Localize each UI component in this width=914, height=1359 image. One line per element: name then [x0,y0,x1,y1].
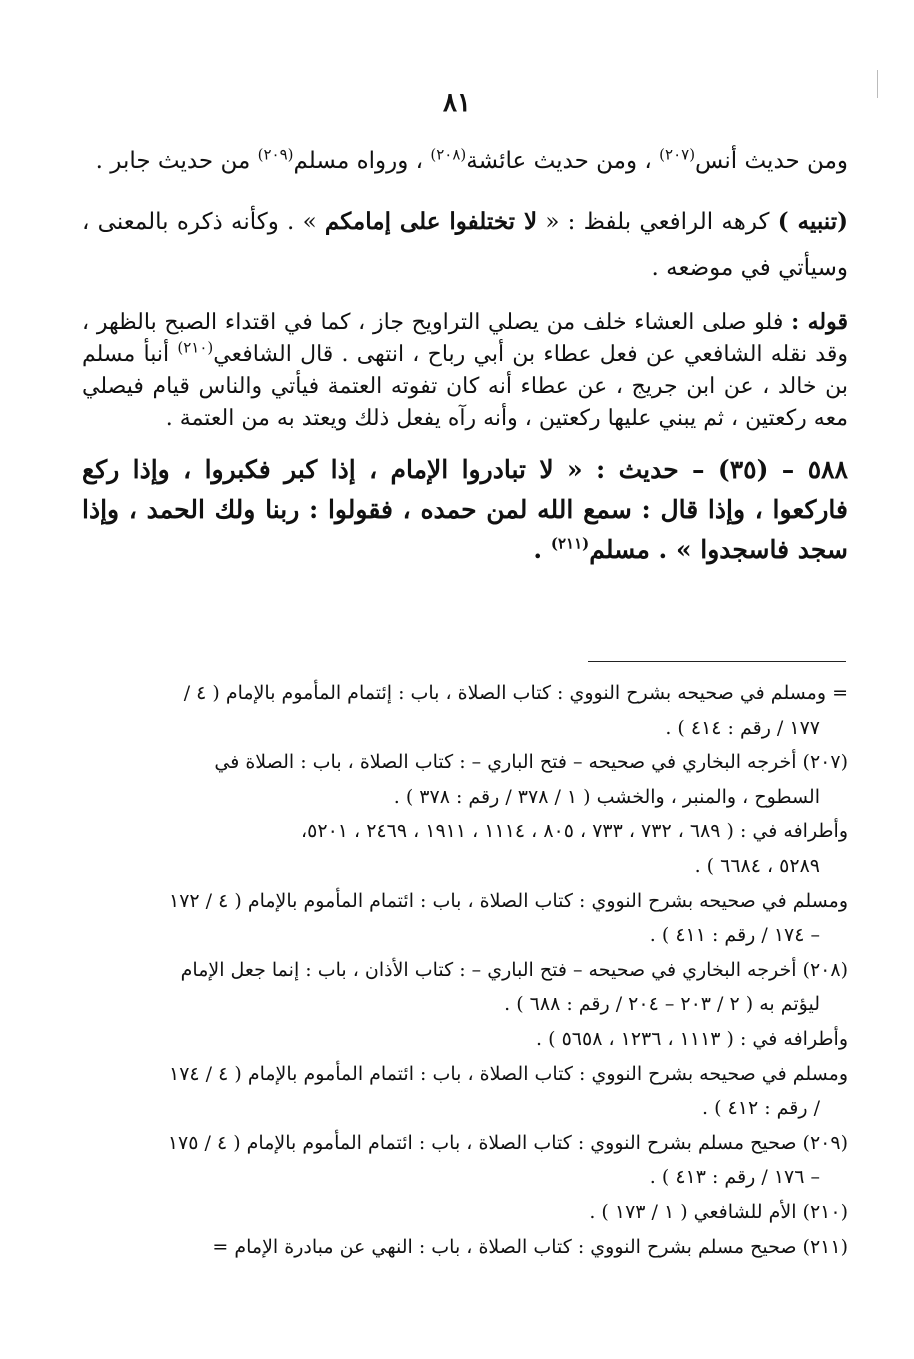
footnote-ref-209: (٢٠٩) [257,145,294,164]
footnote-line: (٢١١) صحيح مسلم بشرح النووي : كتاب الصلاة ، باب : النهي عن مبادرة الإمام = [212,1235,848,1258]
para1-text-c: ، ورواه مسلم [293,148,431,174]
footnote [82,1126,848,1195]
para1-text-d: من حديث جابر . [95,148,258,174]
footnote-line: وأطرافه في : ( ٦٨٩ ، ٧٣٢ ، ٧٣٣ ، ٨٠٥ ، ١١١٤ ، ١٩١١ ، ٢٤٦٩ ، ٥٢٠١، [301,820,848,843]
footnote [82,1230,848,1265]
statement-label: قوله : [791,309,848,335]
footnote-line: (٢٠٩) صحيح مسلم بشرح النووي : كتاب الصلاة ، باب : ائتمام المأموم بالإمام ( ٤ / ١٧٥ [167,1131,848,1154]
footnote-continuation: ١٧٧ / رقم : ٤١٤ ) . [665,716,820,739]
footnote [82,745,848,814]
footnote-line: (٢٠٨) أخرجه البخاري في صحيحه – فتح الباري – : كتاب الأذان ، باب : إنما جعل الإمام [180,958,848,981]
note-quote: لا تختلفوا على إمامكم [324,208,538,235]
main-text [82,138,848,585]
footnote-line: وأطرافه في : ( ١١١٣ ، ١٢٣٦ ، ٥٦٥٨ ) . [536,1027,848,1050]
footnotes [82,676,848,1264]
para1-text-b: ، ومن حديث عائشة [466,148,660,174]
note-text-b: » . وكأنه ذكره بالمعنى ، وسيأتي في موضعه . [82,209,848,281]
footnote [82,1057,848,1126]
footnote-continuation: – ١٧٤ / رقم : ٤١١ ) . [649,924,820,947]
hadith-text: ٥٨٨ – (٣٥) – حديث : « لا تبادروا الإمام ، إذا كبر فكبروا ، وإذا ركع فاركعوا ، وإذا قال : سمع الله لمن حمده ، فقولوا : ربنا ولك الحمد ، وإذا سجد فاسجدوا » . مسلم [82,455,848,564]
footnote-continuation: – ١٧٦ / رقم : ٤١٣ ) . [649,1166,820,1189]
footnote-line: (٢١٠) الأم للشافعي ( ١ / ١٧٣ ) . [589,1200,848,1223]
statement-text-a: فلو صلى العشاء خلف من يصلي التراويح جاز ، كما في اقتداء الصبح بالظهر ، وقد نقله الشافعي عن فعل عطاء بن أبي رباح ، انتهى . قال الشافعي [82,310,848,367]
footnote-continuation: السطوح ، والمنبر ، والخشب ( ١ / ٣٧٨ / رقم : ٣٧٨ ) . [393,785,820,808]
paragraph-1 [82,138,848,184]
para1-text-a: ومن حديث أنس [695,148,848,174]
footnote-ref-207: (٢٠٧) [659,145,696,164]
paragraph-statement [82,306,848,435]
footnote [82,1022,848,1057]
footnote-line: = ومسلم في صحيحه بشرح النووي : كتاب الصلاة ، باب : إئتمام المأموم بالإمام ( ٤ / [183,682,848,704]
footnote [82,676,848,745]
statement-text-b: أنبأ مسلم بن خالد ، عن ابن جريج ، عن عطاء أنه كان تفوته العتمة فيأتي والناس قيام فيصلي معه ركعتين ، ثم يبني عليها ركعتين ، وأنه رآه يفعل ذلك ويعتد به من العتمة . [82,342,848,431]
footnote-divider [588,661,846,662]
footnote-line: ومسلم في صحيحه بشرح النووي : كتاب الصلاة ، باب : ائتمام المأموم بالإمام ( ٤ / ١٧٢ [169,889,848,912]
hadith-end: . [533,535,551,564]
footnote-ref-211: (٢١١) [550,534,590,553]
footnote-continuation: / رقم : ٤١٢ ) . [702,1097,820,1120]
footnote [82,814,848,883]
footnote [82,953,848,1022]
footnote-continuation: ٥٢٨٩ ، ٦٦٨٤ ) . [694,854,820,877]
page-number: ٨١ [443,88,471,118]
note-label: (تنبيه ) [777,208,848,235]
paragraph-note [82,199,848,291]
footnote-line: ومسلم في صحيحه بشرح النووي : كتاب الصلاة ، باب : ائتمام المأموم بالإمام ( ٤ / ١٧٤ [169,1062,848,1085]
paragraph-hadith [82,450,848,570]
footnote-continuation: ليؤتم به ( ٢ / ٢٠٣ – ٢٠٤ / رقم : ٦٨٨ ) . [504,993,820,1016]
footnote-ref-210: (٢١٠) [177,338,214,357]
footnote [82,1195,848,1230]
footnote-line: (٢٠٧) أخرجه البخاري في صحيحه – فتح الباري – : كتاب الصلاة ، باب : الصلاة في [214,751,848,774]
note-text-a: كرهه الرافعي بلفظ : « [537,209,778,235]
footnote [82,884,848,953]
footnote-ref-208: (٢٠٨) [430,145,467,164]
